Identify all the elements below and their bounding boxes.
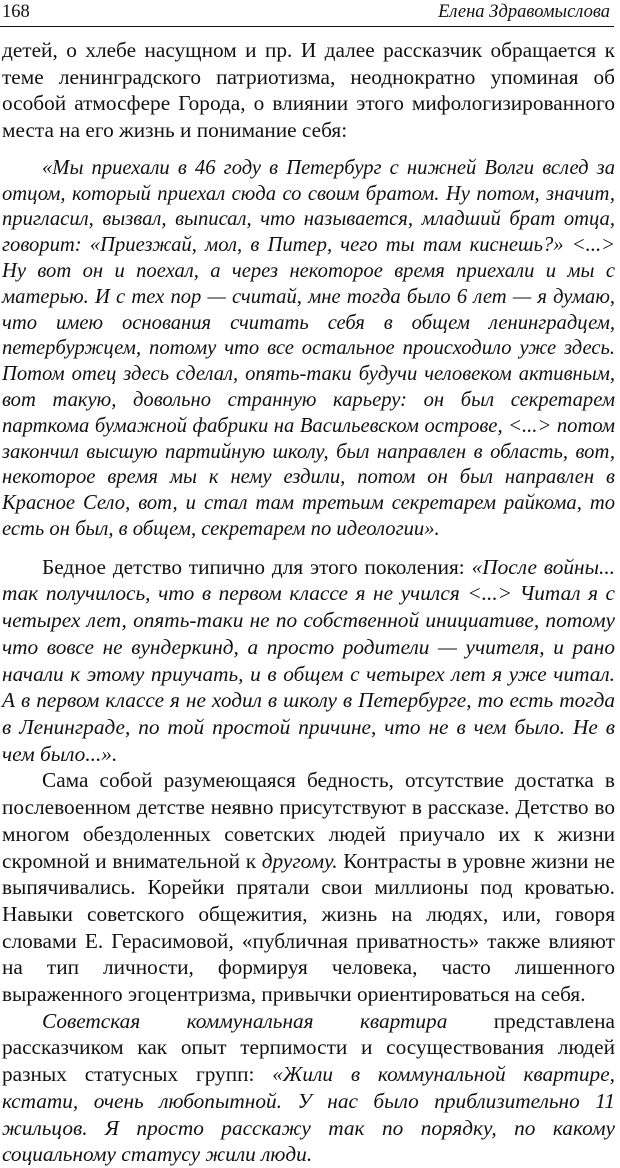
page-number: 168 <box>2 2 30 22</box>
page-body <box>2 37 615 1168</box>
paragraph-3-part-b: Контрасты в уровне жизни не выпячивались. Корейки прятали свои миллионы под кроватью. Навыки советского общежития, жизнь на людях, или, говоря словами Е. Герасимовой, «публичная приватность» также влияют на тип личности, формируя человека, часто лишенного выраженного эгоцентризма, привычки ориентироваться на себя. <box>2 848 615 1007</box>
paragraph-2 <box>2 554 615 768</box>
paragraph-4-emphasis: Советская коммунальная квартира <box>42 1008 448 1033</box>
running-title: Елена Здравомыслова <box>438 2 610 22</box>
paragraph-2-lead: Бедное детство типично для этого поколения: <box>42 554 472 579</box>
paragraph-4 <box>2 1008 615 1168</box>
paragraph-1: детей, о хлебе насущном и пр. И далее рассказчик обращается к теме ленинградского патриотизма, неоднократно упоминая об особой атмосфере Города, о влиянии этого мифологизированного места на его жизнь и понимание себя: <box>2 38 615 143</box>
paragraph-3-emphasis: другому. <box>261 848 338 873</box>
paragraph-3-part-a: Сама собой разумеющаяся бедность, отсутствие достатка в послевоенном детстве неявно присутствуют в рассказе. Детство во многом обездоленных советских людей приучало их к жизни скромной и внимательной к <box>2 768 615 873</box>
paragraph-4-part-a: представлена рассказчиком как опыт терпимости и сосуществования людей разных статусных групп: <box>2 1008 615 1087</box>
paragraph-3 <box>2 767 615 1007</box>
page-header <box>0 0 614 27</box>
block-quote: «Мы приехали в 46 году в Петербург с нижней Волги вслед за отцом, который приехал сюда со своим братом. Ну потом, значит, пригласил, вызвал, выписал, что называется, младший брат отца, говорит: «Приезжай, мол, в Питер, чего ты там киснешь?» <...> Ну вот он и поехал, а через некоторое время приехали и мы с матерью. И с тех пор — считай, мне тогда было 6 лет — я думаю, что имею основания считать себя в общем ленинградцем, петербуржцем, потому что все остальное происходило уже здесь. Потом отец здесь сделал, опять-таки будучи человеком активным, вот такую, довольно странную карьеру: он был секретарем парткома бумажной фабрики на Васильевском острове, <...> потом закончил высшую партийную школу, был направлен в область, вот, некоторое время мы к нему ездили, потом он был направлен в Красное Село, вот, и стал там третьим секретарем райкома, то есть он был, в общем, секретарем по идеологии». <box>2 156 615 540</box>
paragraph-2-quote: «После войны... так получилось, что в первом классе я не учился <...> Читал я с четырех лет, опять-таки не по собственной инициативе, потому что вовсе не вундеркинд, а просто родители — учителя, и рано начали к этому приучать, и в общем с четырех лет я уже читал. А в первом классе я не ходил в школу в Петербурге, то есть тогда в Ленинграде, по той простой причине, что не в чем было. Не в чем было...». <box>2 554 616 766</box>
paragraph-4-quote: «Жили в коммунальной квартире, кстати, очень любопытной. У нас было приблизительно 11 жильцов. Я просто расскажу так по порядку, по какому социальному статусу жили люди. <box>2 1062 615 1167</box>
